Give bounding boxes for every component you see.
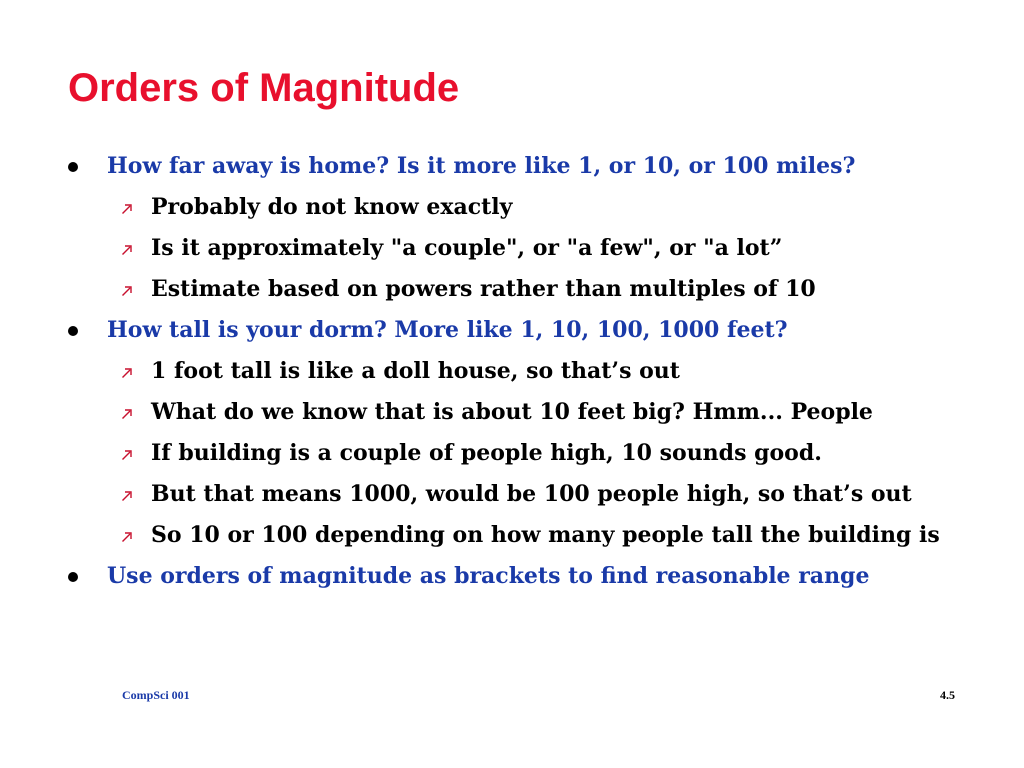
bullet-text: How far away is home? Is it more like 1, or 10, or 100 miles? <box>107 153 856 179</box>
sub-bullet-text: Is it approximately "a couple", or "a few", or "a lot” <box>151 235 783 261</box>
sub-bullet-text: If building is a couple of people high, 10 sounds good. <box>151 440 822 466</box>
bullet-dot-icon <box>66 146 80 187</box>
sub-bullet-item <box>0 515 1024 556</box>
bullet-dot-icon <box>66 556 80 597</box>
sub-bullet-item <box>0 351 1024 392</box>
sub-bullet-item <box>0 433 1024 474</box>
bullet-dot-icon <box>66 310 80 351</box>
diagonal-arrow-icon <box>121 449 133 461</box>
diagonal-arrow-icon <box>121 490 133 502</box>
diagonal-arrow-icon <box>121 285 133 297</box>
diagonal-arrow-icon <box>121 531 133 543</box>
bullet-item <box>0 310 1024 351</box>
footer-course: CompSci 001 <box>122 688 190 702</box>
bullet-item <box>0 556 1024 597</box>
sub-bullet-text: What do we know that is about 10 feet big? Hmm... People <box>151 399 873 425</box>
diagonal-arrow-icon <box>121 244 133 256</box>
diagonal-arrow-icon <box>121 408 133 420</box>
sub-bullet-item <box>0 187 1024 228</box>
bullet-text: Use orders of magnitude as brackets to find reasonable range <box>107 563 870 589</box>
diagonal-arrow-icon <box>121 203 133 215</box>
diagonal-arrow-icon <box>121 367 133 379</box>
bullet-text: How tall is your dorm? More like 1, 10, 100, 1000 feet? <box>107 317 788 343</box>
bullet-list <box>0 146 1024 597</box>
sub-bullet-text: Probably do not know exactly <box>151 194 513 220</box>
sub-bullet-item <box>0 269 1024 310</box>
footer-page-number: 4.5 <box>940 688 955 702</box>
bullet-item <box>0 146 1024 187</box>
sub-bullet-item <box>0 392 1024 433</box>
sub-bullet-text: So 10 or 100 depending on how many people tall the building is <box>151 522 940 548</box>
sub-bullet-text: Estimate based on powers rather than multiples of 10 <box>151 276 816 302</box>
sub-bullet-item <box>0 474 1024 515</box>
sub-bullet-item <box>0 228 1024 269</box>
slide-title: Orders of Magnitude <box>68 66 460 110</box>
sub-bullet-text: 1 foot tall is like a doll house, so that’s out <box>151 358 680 384</box>
sub-bullet-text: But that means 1000, would be 100 people high, so that’s out <box>151 481 912 507</box>
